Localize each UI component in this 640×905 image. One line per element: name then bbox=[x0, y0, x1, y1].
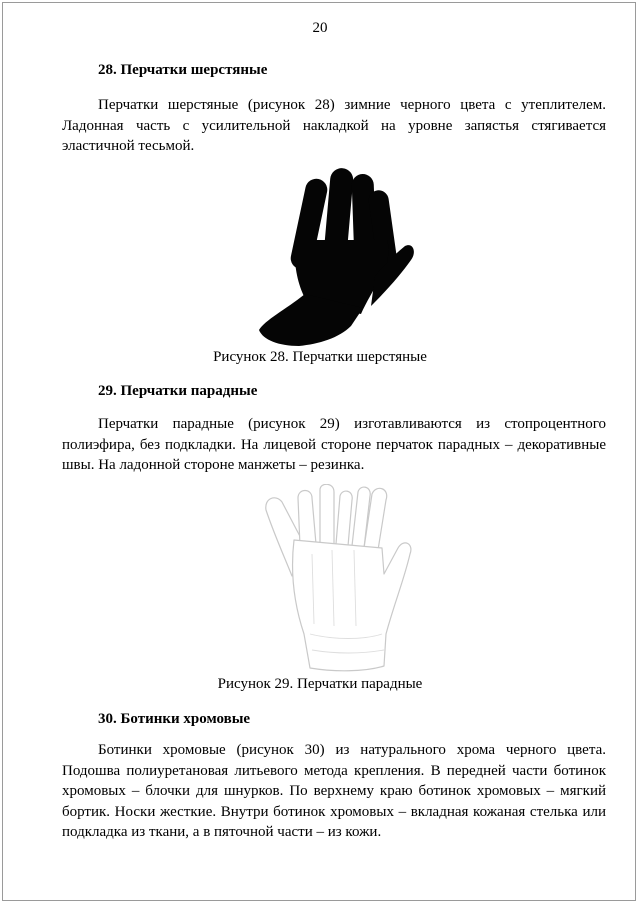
paragraph-line: Перчатки шерстяные (рисунок 28) зимние черного цвета с утеплителем. bbox=[98, 97, 606, 113]
section-heading-29: 29. Перчатки парадные bbox=[98, 383, 258, 399]
black-wool-glove-icon bbox=[255, 160, 415, 346]
paragraph-line: Перчатки парадные (рисунок 29) изготавливаются из стопроцентного bbox=[98, 416, 606, 432]
paragraph-line: подкладка из ткани, а в пяточной части – из кожи. bbox=[62, 824, 382, 840]
section-28-paragraph bbox=[62, 95, 606, 157]
paragraph-line: Подошва полиуретановая литьевого метода крепления. В передней части ботинок bbox=[62, 762, 606, 779]
figure-28-caption: Рисунок 28. Перчатки шерстяные bbox=[213, 349, 427, 365]
paragraph-line: бортик. Носки жесткие. Внутри ботинок хромовых – вкладная кожаная стелька или bbox=[62, 803, 606, 820]
figure-29-caption: Рисунок 29. Перчатки парадные bbox=[217, 676, 423, 692]
paragraph-line: Ботинки хромовые (рисунок 30) из натурального хрома черного цвета. bbox=[98, 742, 606, 758]
white-dress-gloves-icon bbox=[254, 484, 414, 672]
paragraph-line: Ладонная часть с усилительной накладкой на уровне запястья стягивается bbox=[62, 117, 606, 134]
section-heading-28: 28. Перчатки шерстяные bbox=[98, 62, 268, 78]
section-29-paragraph bbox=[62, 414, 606, 476]
page-number: 20 bbox=[312, 20, 328, 36]
paragraph-line: хромовых – блочки для шнурков. По верхнему краю ботинок хромовых – мягкий bbox=[62, 783, 606, 799]
section-30-paragraph bbox=[62, 740, 606, 843]
section-heading-30: 30. Ботинки хромовые bbox=[98, 711, 251, 727]
paragraph-line: швы. На ладонной стороне манжеты – резинка. bbox=[62, 457, 365, 473]
paragraph-line: эластичной тесьмой. bbox=[62, 138, 195, 154]
paragraph-line: полиэфира, без подкладки. На лицевой стороне перчаток парадных – декоративные bbox=[62, 436, 606, 453]
